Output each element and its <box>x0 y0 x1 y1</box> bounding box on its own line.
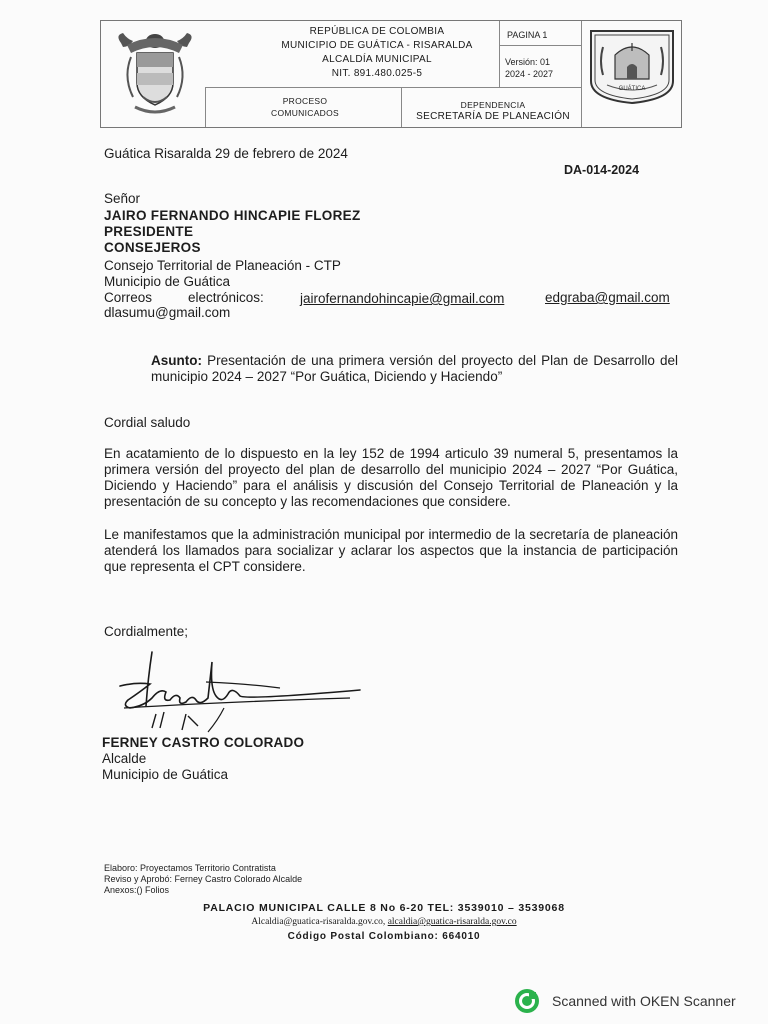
issuer-line: MUNICIPIO DE GUÁTICA - RISARALDA <box>281 40 473 51</box>
header-divider <box>581 21 582 127</box>
issuer-line: REPÚBLICA DE COLOMBIA <box>309 26 445 37</box>
oken-scanner-icon <box>514 988 540 1014</box>
dependencia-cell <box>405 99 581 129</box>
footer-email: Alcaldia@guatica-risaralda.gov.co, <box>251 917 386 927</box>
header-divider <box>401 87 402 127</box>
salutation-title: Señor <box>104 191 141 206</box>
signer-entity: Municipio de Guática <box>102 767 229 782</box>
recipient-role: CONSEJEROS <box>104 240 201 255</box>
issuer-nit: NIT. 891.480.025-5 <box>331 68 423 79</box>
closing: Cordialmente; <box>104 624 189 639</box>
page-number: PAGINA 1 <box>507 30 548 40</box>
colombia-coat-of-arms-icon <box>113 27 197 119</box>
email-address: dlasumu@gmail.com <box>104 305 231 320</box>
dependencia-label: DEPENDENCIA <box>460 100 526 110</box>
body-paragraph: En acatamiento de lo dispuesto en la ley 152 de 1994 articulo 39 numeral 5, presentamos la primera versión del proyecto del plan de desarrollo del municipio 2024 – 2027 “Por Guática, Diciendo y Haciendo” para el análisis y discusión del Consejo Territorial de Planeación y la presentación de su concepto y las recomendaciones que considere. <box>104 446 678 509</box>
issuer-line: ALCALDÍA MUNICIPAL <box>322 54 432 65</box>
recipient-role: PRESIDENTE <box>104 224 194 239</box>
issuer-block <box>257 25 497 91</box>
emails-label: electrónicos: <box>188 290 264 305</box>
recipient-name: JAIRO FERNANDO HINCAPIE FLOREZ <box>104 208 361 223</box>
proceso-cell <box>251 95 359 125</box>
place-date: Guática Risaralda 29 de febrero de 2024 <box>104 146 348 161</box>
footer-postal-code: Código Postal Colombiano: 664010 <box>287 931 481 942</box>
scanner-text: Scanned with OKEN Scanner <box>552 993 736 1009</box>
signer-name: FERNEY CASTRO COLORADO <box>102 735 305 750</box>
guatica-seal-icon <box>587 27 677 105</box>
subject-label: Asunto: <box>151 353 202 368</box>
footer-emails <box>0 917 768 927</box>
recipient-organization: Consejo Territorial de Planeación - CTP <box>104 258 341 273</box>
subject-line <box>151 353 678 385</box>
scanner-watermark <box>514 988 736 1014</box>
reviewed-by: Reviso y Aprobó: Ferney Castro Colorado Alcalde <box>104 874 303 884</box>
prepared-by: Elaboro: Proyectamos Territorio Contratista <box>104 863 276 873</box>
header-divider <box>205 87 206 127</box>
dependencia-value: SECRETARÍA DE PLANEACIÓN <box>416 111 570 122</box>
subject-text: Presentación de una primera versión del proyecto del Plan de Desarrollo del municipio 2024 – 2027 “Por Guática, Diciendo y Haciendo” <box>151 353 678 384</box>
signer-role: Alcalde <box>102 751 147 766</box>
attachments: Anexos:() Folios <box>104 885 170 895</box>
version-label: Versión: 01 <box>505 57 551 67</box>
footer-email-link[interactable]: alcaldia@guatica-risaralda.gov.co <box>387 917 517 927</box>
body-paragraph: Le manifestamos que la administración municipal por intermedio de la secretaría de planeación atenderá los llamados para socializar y aclarar los aspectos que la instancia de participación que representa el CPT considere. <box>104 527 678 574</box>
version-period: 2024 - 2027 <box>505 69 554 79</box>
document-reference: DA-014-2024 <box>564 163 640 177</box>
footer-address: PALACIO MUNICIPAL CALLE 8 No 6-20 TEL: 3539010 – 3539068 <box>203 902 565 914</box>
seal-text: GUÁTICA <box>618 86 646 92</box>
greeting: Cordial saludo <box>104 415 191 430</box>
letterhead <box>100 20 682 128</box>
emails-label: Correos <box>104 290 153 305</box>
handwritten-signature <box>100 648 380 740</box>
email-link[interactable]: edgraba@gmail.com <box>545 290 670 305</box>
header-divider <box>499 45 581 46</box>
header-divider <box>205 87 581 88</box>
email-link[interactable]: jairofernandohincapie@gmail.com <box>300 291 505 306</box>
header-divider <box>499 21 500 87</box>
recipient-municipality: Municipio de Guática <box>104 274 231 289</box>
proceso-value: COMUNICADOS <box>271 108 339 118</box>
proceso-label: PROCESO <box>282 96 328 106</box>
